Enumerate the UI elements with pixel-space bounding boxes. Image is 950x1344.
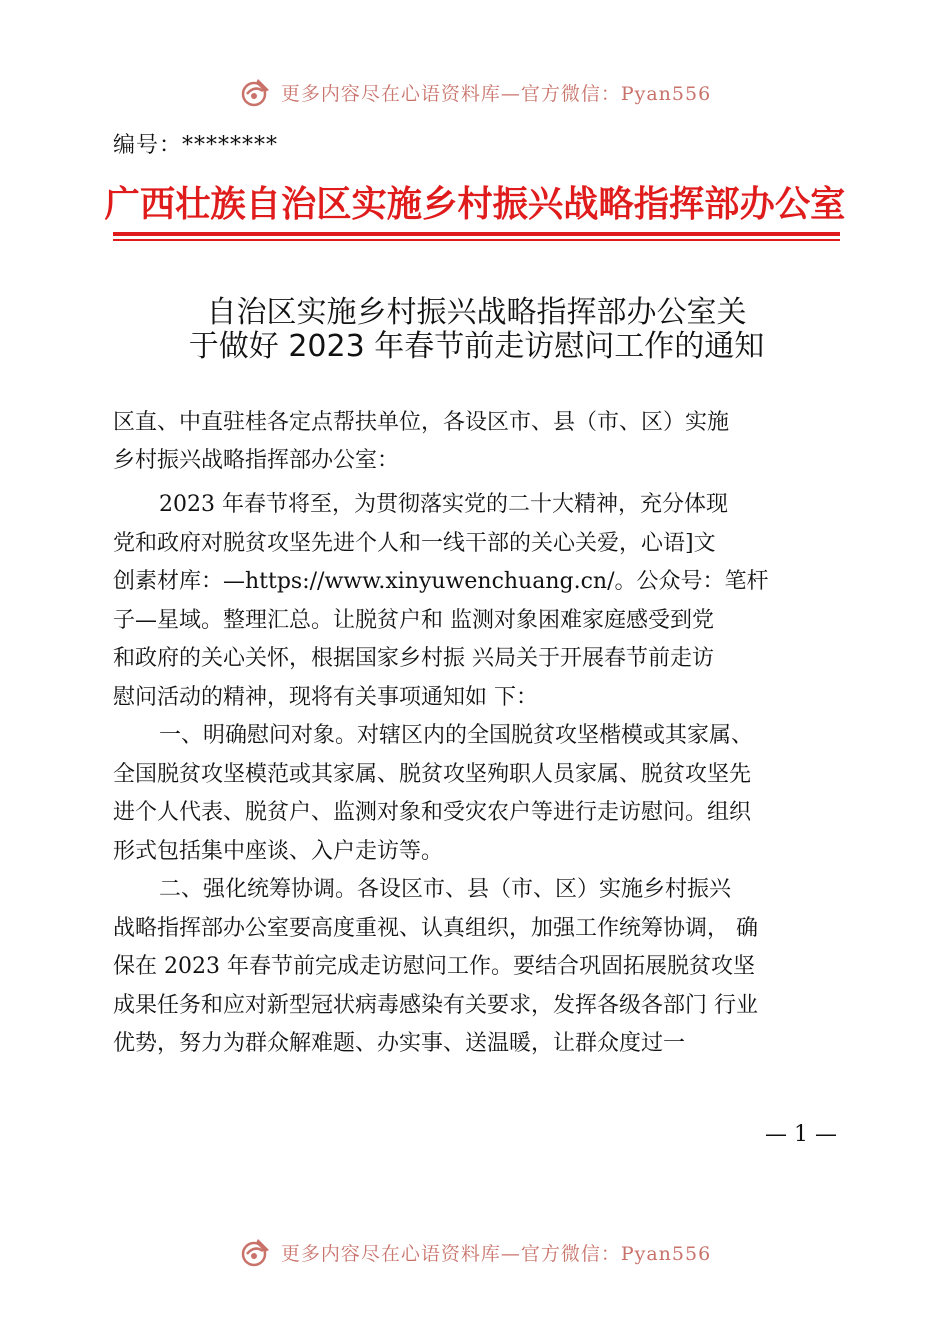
title-line-1: 自治区实施乡村振兴战略指挥部办公室关 — [206, 295, 747, 330]
body-line: 子—星域。整理汇总。让脱贫户和 监测对象困难家庭感受到党 — [113, 607, 714, 633]
title-line-2: 于做好 2023 年春节前走访慰问工作的通知 — [188, 329, 765, 364]
brand-logo-icon — [239, 75, 273, 109]
document-body — [113, 486, 858, 1064]
header-red-rule-thin — [113, 239, 840, 241]
header-red-rule-thick — [113, 232, 840, 236]
addressee-line-2: 乡村振兴战略指挥部办公室： — [113, 448, 400, 473]
body-line: 2023 年春节将至，为贯彻落实党的二十大精神，充分体现 — [159, 492, 728, 517]
body-line: 和政府的关心关怀，根据国家乡村振 兴局关于开展春节前走访 — [113, 646, 714, 671]
addressee-block — [113, 404, 853, 480]
issuing-office-header: 广西壮族自治区实施乡村振兴战略指挥部办公室 — [104, 184, 846, 225]
body-line: 创素材库：—https://www.xinyuwenchuang.cn/。公众号：笔杆 — [113, 569, 769, 594]
brand-logo-icon — [239, 1235, 273, 1269]
body-line: 二、强化统筹协调。各设区市、县（市、区）实施乡村振兴 — [159, 877, 732, 902]
body-line: 全国脱贫攻坚模范或其家属、脱贫攻坚殉职人员家属、脱贫攻坚先 — [113, 761, 752, 787]
watermark-banner-bottom — [0, 1232, 950, 1272]
document-title — [113, 296, 840, 364]
body-line: 成果任务和应对新型冠状病毒感染有关要求，发挥各级各部门 行业 — [113, 992, 758, 1018]
body-line: 形式包括集中座谈、入户走访等。 — [113, 838, 444, 864]
page-number: — 1 — — [765, 1122, 837, 1147]
watermark-banner-top — [0, 72, 950, 112]
body-line: 战略指挥部办公室要高度重视、认真组织，加强工作统筹协调， 确 — [113, 915, 758, 941]
watermark-text: 更多内容尽在心语资料库—官方微信：Pyan556 — [280, 1242, 712, 1265]
document-serial-number: 编号：******** — [113, 133, 279, 158]
watermark-text: 更多内容尽在心语资料库—官方微信：Pyan556 — [280, 82, 712, 105]
body-line: 党和政府对脱贫攻坚先进个人和一线干部的关心关爱，心语]文 — [113, 530, 716, 556]
body-line: 保在 2023 年春节前完成走访慰问工作。要结合巩固拓展脱贫攻坚 — [113, 954, 755, 979]
body-line: 进个人代表、脱贫户、监测对象和受灾农户等进行走访慰问。组织 — [113, 800, 752, 825]
body-line: 优势，努力为群众解难题、办实事、送温暖，让群众度过一 — [113, 1031, 686, 1056]
addressee-line-1: 区直、中直驻桂各定点帮扶单位，各设区市、县（市、区）实施 — [113, 410, 730, 435]
body-line: 一、明确慰问对象。对辖区内的全国脱贫攻坚楷模或其家属、 — [159, 723, 754, 748]
body-line: 慰问活动的精神，现将有关事项通知如 下： — [113, 684, 538, 710]
